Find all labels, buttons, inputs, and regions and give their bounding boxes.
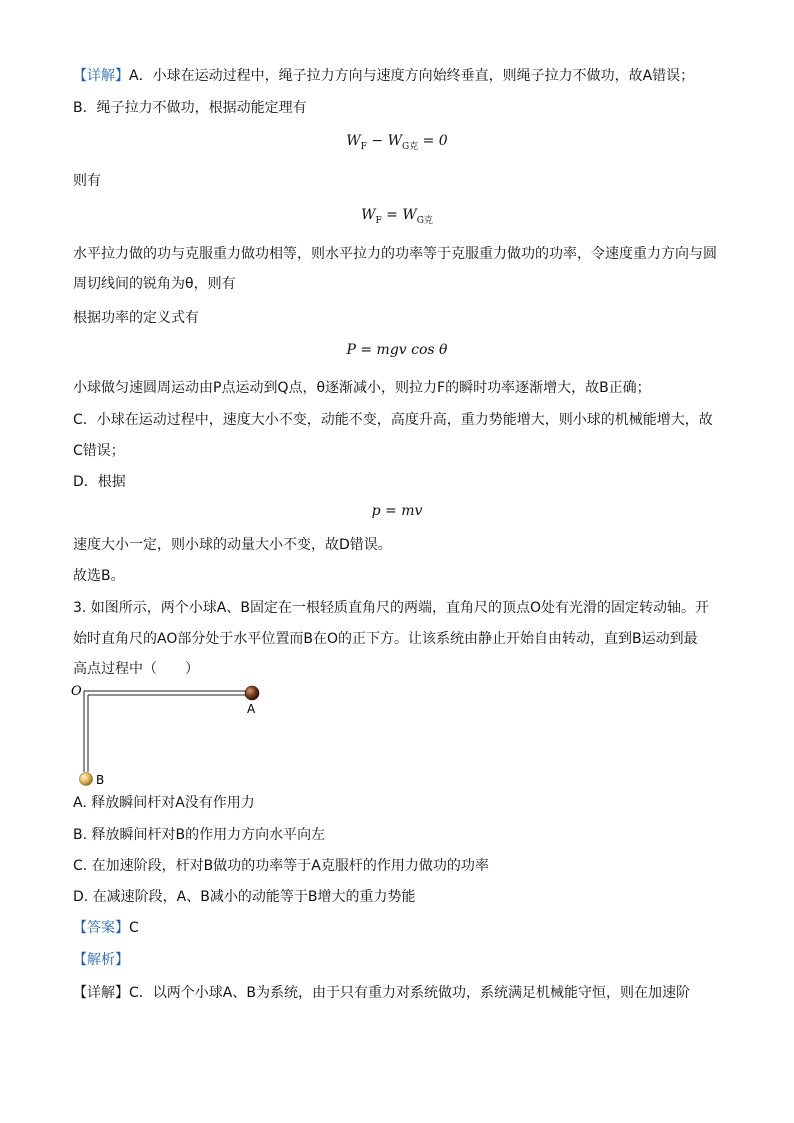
detail-option-c-line2: C错误；: [73, 443, 125, 459]
detail-option-a: A．小球在运动过程中，绳子拉力方向与速度方向始终垂直，则绳子拉力不做功，故A错误；: [129, 68, 695, 84]
detail-tag: 【详解】: [73, 68, 129, 84]
choose-answer: 故选B。: [73, 568, 125, 584]
question-3-line1: 3. 如图所示，两个小球A、B固定在一根轻质直角尺的两端，直角尺的顶点O处有光滑的固定转动轴。开: [73, 600, 710, 616]
analysis-tag: 【解析】: [73, 952, 129, 968]
detail-b-line4: 根据功率的定义式有: [73, 310, 199, 326]
detail-b-conclusion: 小球做匀速圆周运动由P点运动到Q点，θ逐渐减小，则拉力F的瞬时功率逐渐增大，故B正确；: [73, 380, 651, 396]
equation-work-equal: $W_F = W_{G克}$: [361, 207, 433, 226]
detail-b-line2: 水平拉力做的功与克服重力做功相等，则水平拉力的功率等于克服重力做功的功率，令速度重力方向与圆: [73, 246, 717, 262]
option-d: D. 在减速阶段，A、B减小的动能等于B增大的重力势能: [73, 889, 416, 905]
detail-option-b-intro: B．绳子拉力不做功，根据动能定理有: [73, 100, 307, 116]
detail-text-q3: C．以两个小球A、B为系统，由于只有重力对系统做功，系统满足机械能守恒，则在加速阶: [129, 985, 690, 1001]
equation-power: P = mgv cos θ: [346, 342, 448, 358]
option-a: A. 释放瞬间杆对A没有作用力: [73, 795, 255, 811]
analysis-line: [73, 950, 129, 970]
detail-option-d-conclusion: 速度大小一定，则小球的动量大小不变，故D错误。: [73, 537, 392, 553]
label-b: B: [96, 773, 105, 787]
ball-b: [80, 773, 93, 786]
detail-option-d-intro: D．根据: [73, 474, 126, 490]
detail-b-line3: 周切线间的锐角为θ，则有: [73, 276, 236, 292]
question-3-line2: 始时直角尺的AO部分处于水平位置而B在O的正下方。让该系统由静止开始自由转动，直到B运动到最: [73, 631, 698, 647]
question-3-line3: 高点过程中（ ）: [73, 661, 199, 677]
label-a: A: [247, 702, 256, 716]
right-angle-rod-figure: [66, 682, 276, 797]
detail-tag-q3: 【详解】: [73, 985, 129, 1001]
detail-option-c-line1: C．小球在运动过程中，速度大小不变，动能不变，高度升高，重力势能增大，则小球的机械能增大，故: [73, 412, 713, 428]
option-c: C. 在加速阶段，杆对B做功的功率等于A克服杆的作用力做功的功率: [73, 858, 489, 874]
ball-a: [245, 686, 259, 700]
answer-tag: 【答案】: [73, 920, 129, 936]
equation-momentum: p = mv: [371, 503, 423, 519]
question-3-detail: [73, 983, 690, 1003]
detail-paragraph-a: [73, 66, 694, 86]
answer-line: [73, 918, 139, 938]
label-o: O: [71, 684, 82, 699]
text-then: 则有: [73, 173, 101, 189]
answer-value: C: [129, 920, 139, 936]
equation-work-energy: $W_F - W_{G克} = 0$: [346, 133, 448, 152]
option-b: B. 释放瞬间杆对B的作用力方向水平向左: [73, 827, 326, 843]
